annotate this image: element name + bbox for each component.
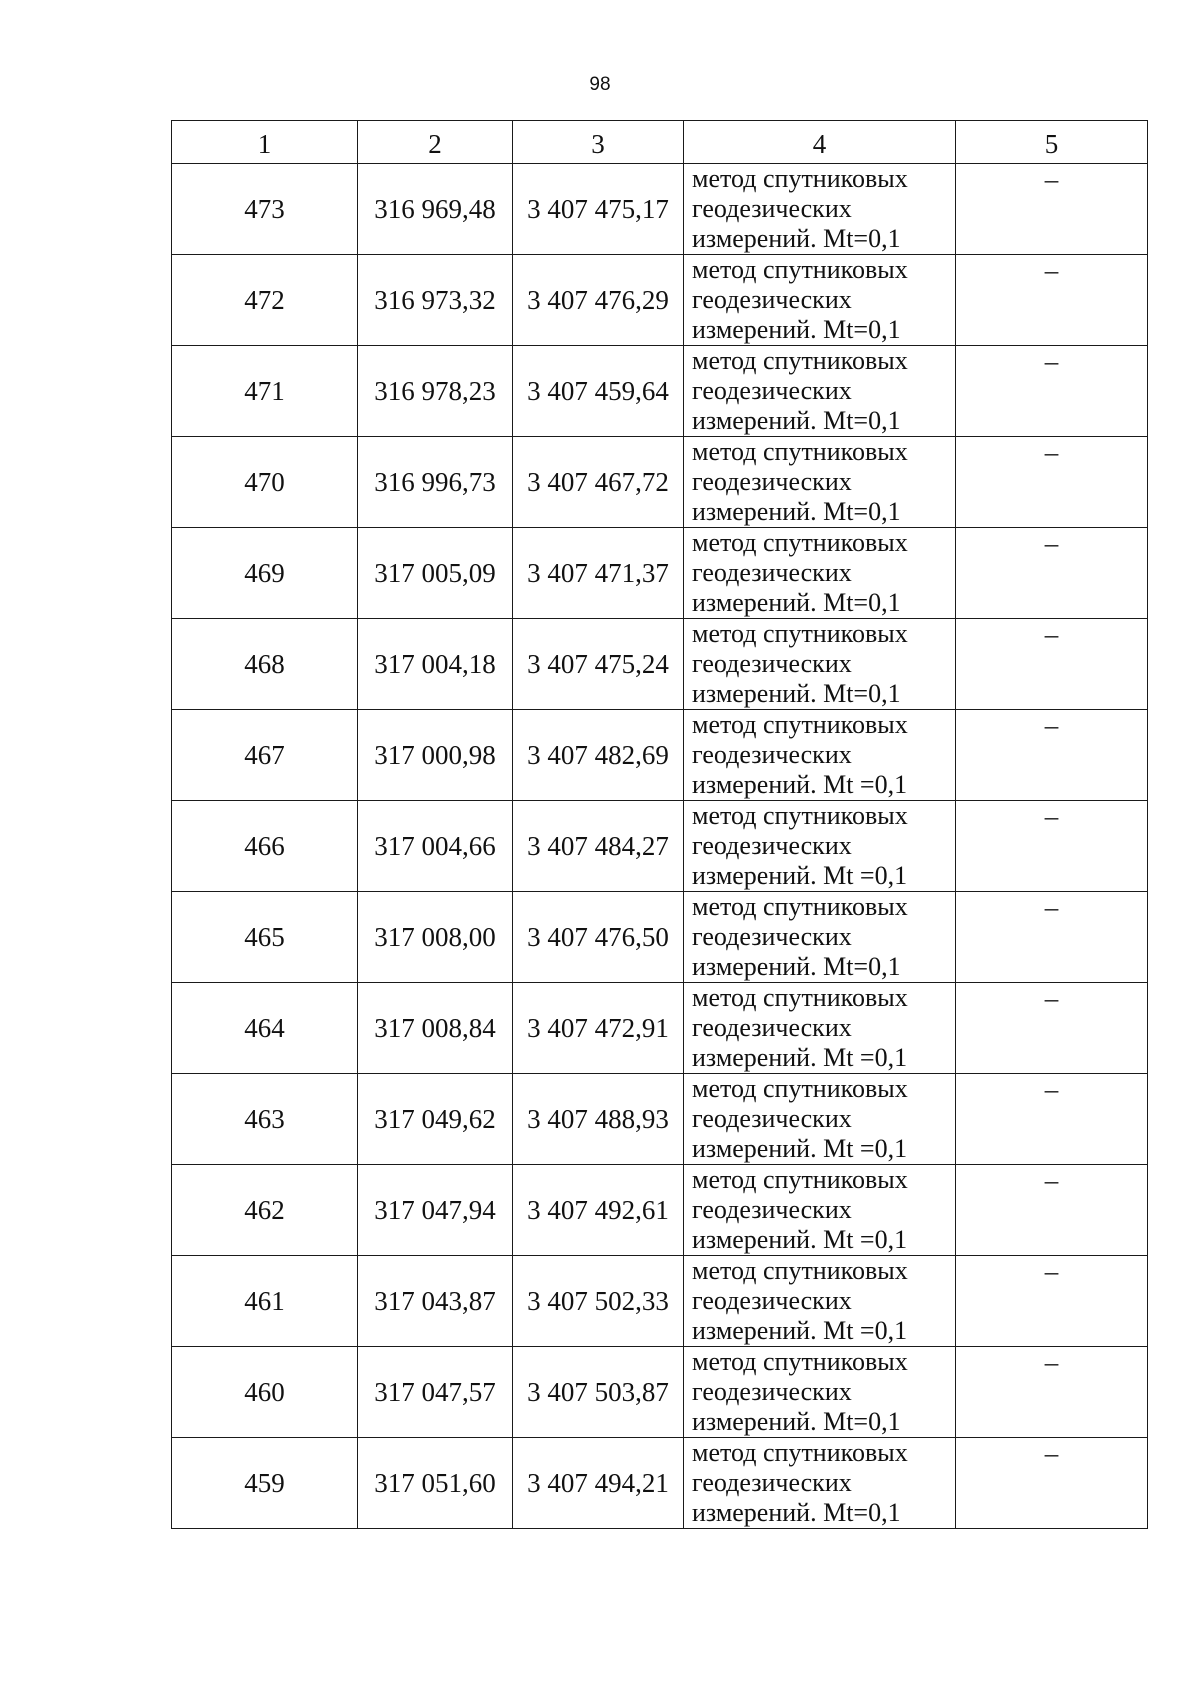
method-cell xyxy=(684,437,956,528)
coordinates-table xyxy=(171,120,1148,1529)
x-coordinate-cell: 317 047,57 xyxy=(358,1347,513,1438)
method-line: метод спутниковых xyxy=(692,437,908,466)
method-line: измерений. Mt=0,1 xyxy=(692,679,901,708)
method-line: метод спутниковых xyxy=(692,164,908,193)
table-row xyxy=(172,164,1148,255)
method-line: геодезических xyxy=(692,649,852,678)
method-line: измерений. Mt =0,1 xyxy=(692,1316,908,1345)
table-row xyxy=(172,619,1148,710)
y-coordinate-cell: 3 407 476,50 xyxy=(513,892,684,983)
point-number-cell: 468 xyxy=(172,619,358,710)
note-cell: – xyxy=(956,1347,1148,1438)
method-cell xyxy=(684,1074,956,1165)
method-cell xyxy=(684,1165,956,1256)
x-coordinate-cell: 317 005,09 xyxy=(358,528,513,619)
x-coordinate-cell: 316 978,23 xyxy=(358,346,513,437)
note-cell: – xyxy=(956,710,1148,801)
table-row xyxy=(172,801,1148,892)
header-col-4: 4 xyxy=(684,121,956,164)
x-coordinate-cell: 316 996,73 xyxy=(358,437,513,528)
x-coordinate-cell: 317 008,00 xyxy=(358,892,513,983)
x-coordinate-cell: 316 973,32 xyxy=(358,255,513,346)
point-number-cell: 471 xyxy=(172,346,358,437)
method-line: измерений. Mt =0,1 xyxy=(692,1225,908,1254)
note-cell: – xyxy=(956,255,1148,346)
method-line: геодезических xyxy=(692,467,852,496)
point-number-cell: 466 xyxy=(172,801,358,892)
method-line: метод спутниковых xyxy=(692,1165,908,1194)
method-line: метод спутниковых xyxy=(692,1256,908,1285)
method-line: метод спутниковых xyxy=(692,801,908,830)
method-cell xyxy=(684,619,956,710)
method-line: геодезических xyxy=(692,740,852,769)
header-col-2: 2 xyxy=(358,121,513,164)
method-line: измерений. Mt=0,1 xyxy=(692,406,901,435)
method-line: измерений. Mt =0,1 xyxy=(692,1134,908,1163)
y-coordinate-cell: 3 407 476,29 xyxy=(513,255,684,346)
method-line: измерений. Mt =0,1 xyxy=(692,1043,908,1072)
method-line: метод спутниковых xyxy=(692,528,908,557)
point-number-cell: 459 xyxy=(172,1438,358,1529)
x-coordinate-cell: 317 000,98 xyxy=(358,710,513,801)
method-cell xyxy=(684,983,956,1074)
method-line: измерений. Mt=0,1 xyxy=(692,315,901,344)
method-line: геодезических xyxy=(692,1104,852,1133)
note-cell: – xyxy=(956,346,1148,437)
note-cell: – xyxy=(956,1074,1148,1165)
note-cell: – xyxy=(956,528,1148,619)
method-line: метод спутниковых xyxy=(692,255,908,284)
method-line: измерений. Mt=0,1 xyxy=(692,497,901,526)
method-line: геодезических xyxy=(692,558,852,587)
method-line: измерений. Mt=0,1 xyxy=(692,1407,901,1436)
method-line: метод спутниковых xyxy=(692,1438,908,1467)
table-row xyxy=(172,346,1148,437)
y-coordinate-cell: 3 407 502,33 xyxy=(513,1256,684,1347)
y-coordinate-cell: 3 407 471,37 xyxy=(513,528,684,619)
header-col-1: 1 xyxy=(172,121,358,164)
point-number-cell: 460 xyxy=(172,1347,358,1438)
table-row xyxy=(172,528,1148,619)
method-line: геодезических xyxy=(692,285,852,314)
note-cell: – xyxy=(956,164,1148,255)
note-cell: – xyxy=(956,619,1148,710)
table-row xyxy=(172,1165,1148,1256)
x-coordinate-cell: 317 049,62 xyxy=(358,1074,513,1165)
method-line: геодезических xyxy=(692,1013,852,1042)
method-cell xyxy=(684,164,956,255)
header-row xyxy=(172,121,1148,164)
note-cell: – xyxy=(956,983,1148,1074)
method-cell xyxy=(684,1438,956,1529)
method-cell xyxy=(684,255,956,346)
x-coordinate-cell: 317 004,66 xyxy=(358,801,513,892)
method-line: измерений. Mt=0,1 xyxy=(692,1498,901,1527)
note-cell: – xyxy=(956,892,1148,983)
point-number-cell: 461 xyxy=(172,1256,358,1347)
method-cell xyxy=(684,892,956,983)
x-coordinate-cell: 317 004,18 xyxy=(358,619,513,710)
method-line: метод спутниковых xyxy=(692,983,908,1012)
y-coordinate-cell: 3 407 459,64 xyxy=(513,346,684,437)
method-line: метод спутниковых xyxy=(692,346,908,375)
x-coordinate-cell: 317 043,87 xyxy=(358,1256,513,1347)
table-row xyxy=(172,892,1148,983)
method-line: геодезических xyxy=(692,922,852,951)
method-cell xyxy=(684,801,956,892)
y-coordinate-cell: 3 407 488,93 xyxy=(513,1074,684,1165)
x-coordinate-cell: 317 051,60 xyxy=(358,1438,513,1529)
point-number-cell: 464 xyxy=(172,983,358,1074)
point-number-cell: 465 xyxy=(172,892,358,983)
method-line: геодезических xyxy=(692,1468,852,1497)
table-row xyxy=(172,1256,1148,1347)
y-coordinate-cell: 3 407 503,87 xyxy=(513,1347,684,1438)
point-number-cell: 473 xyxy=(172,164,358,255)
method-cell xyxy=(684,710,956,801)
x-coordinate-cell: 317 047,94 xyxy=(358,1165,513,1256)
point-number-cell: 463 xyxy=(172,1074,358,1165)
y-coordinate-cell: 3 407 475,17 xyxy=(513,164,684,255)
note-cell: – xyxy=(956,437,1148,528)
method-line: измерений. Mt=0,1 xyxy=(692,588,901,617)
table-header xyxy=(172,121,1148,164)
method-line: метод спутниковых xyxy=(692,710,908,739)
method-cell xyxy=(684,528,956,619)
method-line: геодезических xyxy=(692,376,852,405)
table-row xyxy=(172,1438,1148,1529)
y-coordinate-cell: 3 407 467,72 xyxy=(513,437,684,528)
method-line: измерений. Mt=0,1 xyxy=(692,224,901,253)
method-line: геодезических xyxy=(692,831,852,860)
page-number: 98 xyxy=(589,74,611,95)
table-row xyxy=(172,710,1148,801)
point-number-cell: 469 xyxy=(172,528,358,619)
method-line: геодезических xyxy=(692,194,852,223)
table-row xyxy=(172,255,1148,346)
y-coordinate-cell: 3 407 484,27 xyxy=(513,801,684,892)
y-coordinate-cell: 3 407 492,61 xyxy=(513,1165,684,1256)
header-col-3: 3 xyxy=(513,121,684,164)
method-line: геодезических xyxy=(692,1195,852,1224)
method-line: геодезических xyxy=(692,1377,852,1406)
method-line: измерений. Mt =0,1 xyxy=(692,861,908,890)
y-coordinate-cell: 3 407 475,24 xyxy=(513,619,684,710)
method-line: геодезических xyxy=(692,1286,852,1315)
y-coordinate-cell: 3 407 472,91 xyxy=(513,983,684,1074)
table-row xyxy=(172,1074,1148,1165)
table-row xyxy=(172,1347,1148,1438)
method-line: измерений. Mt=0,1 xyxy=(692,952,901,981)
table-body xyxy=(172,164,1148,1529)
method-cell xyxy=(684,1256,956,1347)
header-col-5: 5 xyxy=(956,121,1148,164)
note-cell: – xyxy=(956,1256,1148,1347)
note-cell: – xyxy=(956,1438,1148,1529)
table-row xyxy=(172,983,1148,1074)
y-coordinate-cell: 3 407 494,21 xyxy=(513,1438,684,1529)
method-line: измерений. Mt =0,1 xyxy=(692,770,908,799)
method-line: метод спутниковых xyxy=(692,619,908,648)
method-cell xyxy=(684,346,956,437)
note-cell: – xyxy=(956,801,1148,892)
table-row xyxy=(172,437,1148,528)
point-number-cell: 472 xyxy=(172,255,358,346)
method-line: метод спутниковых xyxy=(692,1347,908,1376)
method-cell xyxy=(684,1347,956,1438)
x-coordinate-cell: 317 008,84 xyxy=(358,983,513,1074)
point-number-cell: 470 xyxy=(172,437,358,528)
y-coordinate-cell: 3 407 482,69 xyxy=(513,710,684,801)
note-cell: – xyxy=(956,1165,1148,1256)
method-line: метод спутниковых xyxy=(692,1074,908,1103)
point-number-cell: 467 xyxy=(172,710,358,801)
x-coordinate-cell: 316 969,48 xyxy=(358,164,513,255)
method-line: метод спутниковых xyxy=(692,892,908,921)
point-number-cell: 462 xyxy=(172,1165,358,1256)
